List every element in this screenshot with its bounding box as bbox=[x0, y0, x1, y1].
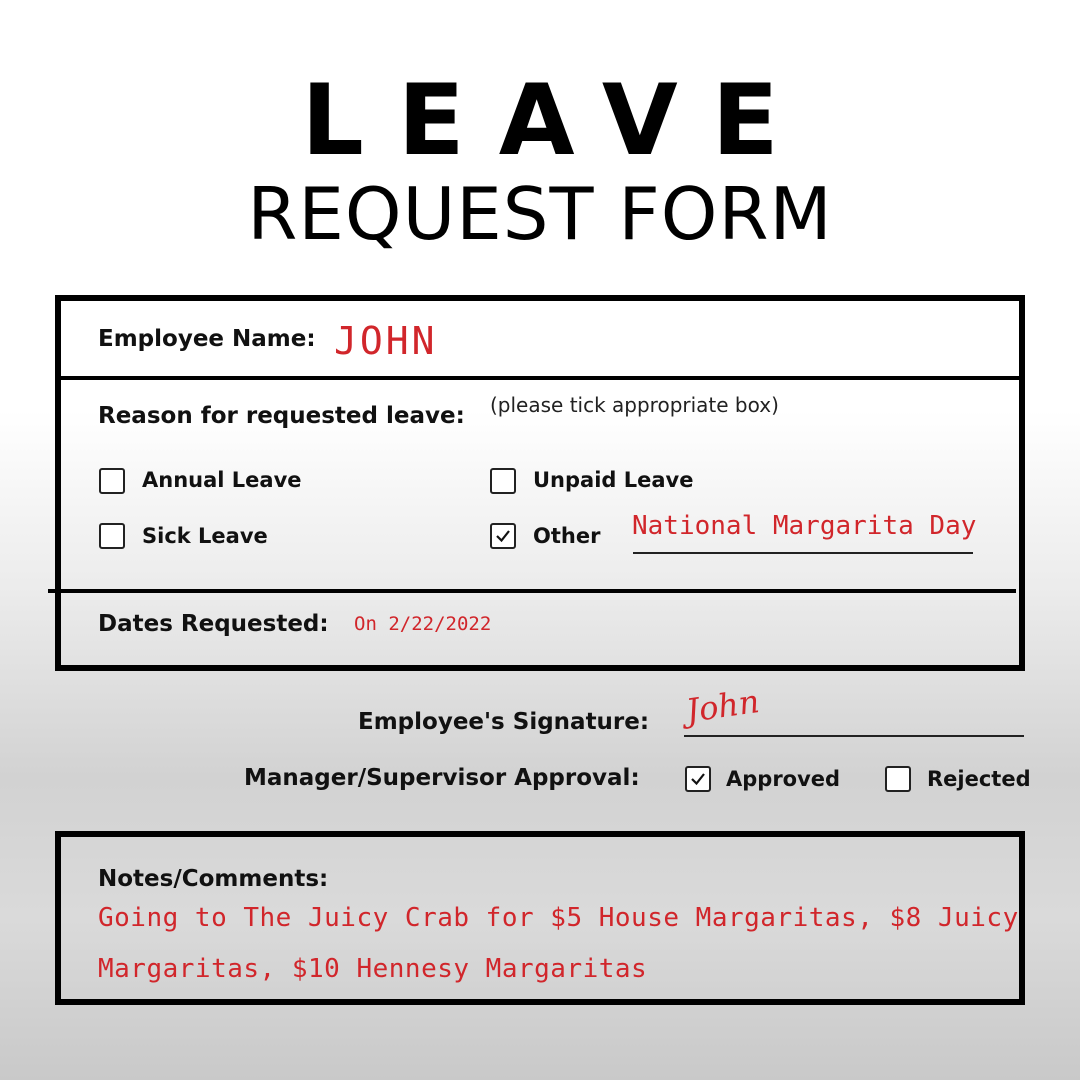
annual-leave-label: Annual Leave bbox=[142, 468, 302, 492]
annual-leave-checkbox[interactable] bbox=[99, 468, 125, 494]
other-checkbox[interactable] bbox=[490, 523, 516, 549]
rejected-checkbox[interactable] bbox=[885, 766, 911, 792]
form-subtitle: REQUEST FORM bbox=[247, 172, 833, 256]
approval-label: Manager/Supervisor Approval: bbox=[244, 765, 640, 791]
signature-underline bbox=[684, 735, 1024, 737]
form-title: LEAVE bbox=[301, 64, 813, 178]
check-icon bbox=[494, 527, 512, 545]
other-reason-value[interactable]: National Margarita Day bbox=[632, 511, 977, 541]
employee-name-value[interactable]: JOHN bbox=[334, 319, 438, 363]
other-reason-underline bbox=[633, 552, 973, 554]
rejected-label: Rejected bbox=[927, 767, 1031, 791]
reason-hint: (please tick appropriate box) bbox=[490, 393, 779, 417]
other-label: Other bbox=[533, 524, 601, 548]
unpaid-leave-checkbox[interactable] bbox=[490, 468, 516, 494]
notes-line-2[interactable]: Margaritas, $10 Hennesy Margaritas bbox=[98, 954, 648, 984]
dates-requested-value[interactable]: On 2/22/2022 bbox=[354, 613, 492, 635]
notes-line-1[interactable]: Going to The Juicy Crab for $5 House Margaritas, $8 Juicy bbox=[98, 903, 1019, 933]
reason-label: Reason for requested leave: bbox=[98, 403, 465, 429]
employee-name-label: Employee Name: bbox=[98, 326, 316, 352]
dates-requested-label: Dates Requested: bbox=[98, 611, 329, 637]
check-icon bbox=[689, 770, 707, 788]
sick-leave-checkbox[interactable] bbox=[99, 523, 125, 549]
notes-label: Notes/Comments: bbox=[98, 866, 329, 892]
dates-divider bbox=[48, 589, 1016, 593]
unpaid-leave-label: Unpaid Leave bbox=[533, 468, 694, 492]
approved-label: Approved bbox=[726, 767, 841, 791]
approved-checkbox[interactable] bbox=[685, 766, 711, 792]
employee-signature-value[interactable]: John bbox=[683, 682, 762, 730]
name-divider bbox=[58, 376, 1022, 380]
sick-leave-label: Sick Leave bbox=[142, 524, 268, 548]
employee-signature-label: Employee's Signature: bbox=[358, 709, 650, 735]
